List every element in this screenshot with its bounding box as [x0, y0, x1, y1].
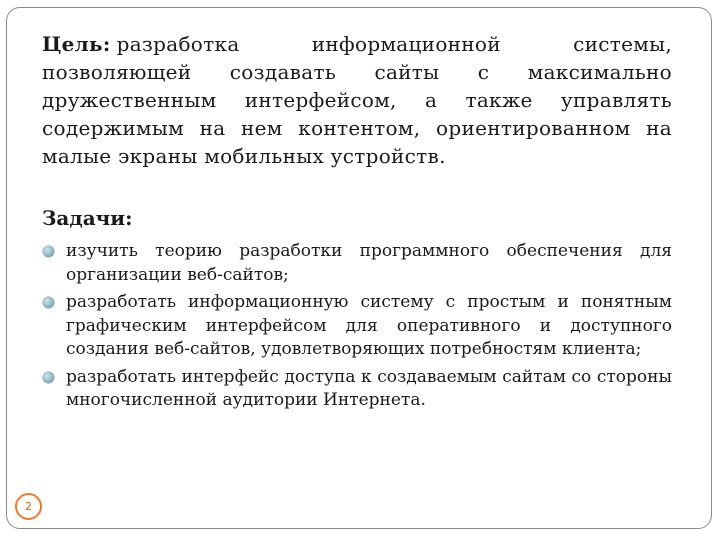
goal-paragraph: [42, 30, 672, 170]
slide-content: [42, 30, 672, 417]
bullet-icon: [43, 372, 54, 383]
task-item: [42, 291, 672, 362]
bullet-icon: [43, 297, 54, 308]
task-item: [42, 366, 672, 413]
task-item: [42, 240, 672, 287]
page-number: 2: [25, 500, 32, 513]
task-text: изучить теорию разработки программного обеспечения для организации веб-сайтов;: [66, 241, 672, 285]
goal-label: Цель:: [42, 32, 111, 56]
tasks-heading: Задачи:: [42, 206, 133, 230]
tasks-list: [42, 240, 672, 413]
bullet-icon: [43, 246, 54, 257]
task-text: разработать интерфейс доступа к создаваемым сайтам со стороны многочисленной аудитории Интернета.: [66, 366, 672, 410]
task-text: разработать информационную систему с простым и понятным графическим интерфейсом для оперативного и доступного создания веб-сайтов, удовлетворяющих потребностям клиента;: [66, 292, 672, 359]
goal-text: разработка информационной системы, позволяющей создавать сайты с максимально дружественным интерфейсом, а также управлять содержимым на нем контентом, ориентированном на малые экраны мобильных устройств.: [42, 32, 672, 168]
page-number-badge: [15, 493, 42, 520]
